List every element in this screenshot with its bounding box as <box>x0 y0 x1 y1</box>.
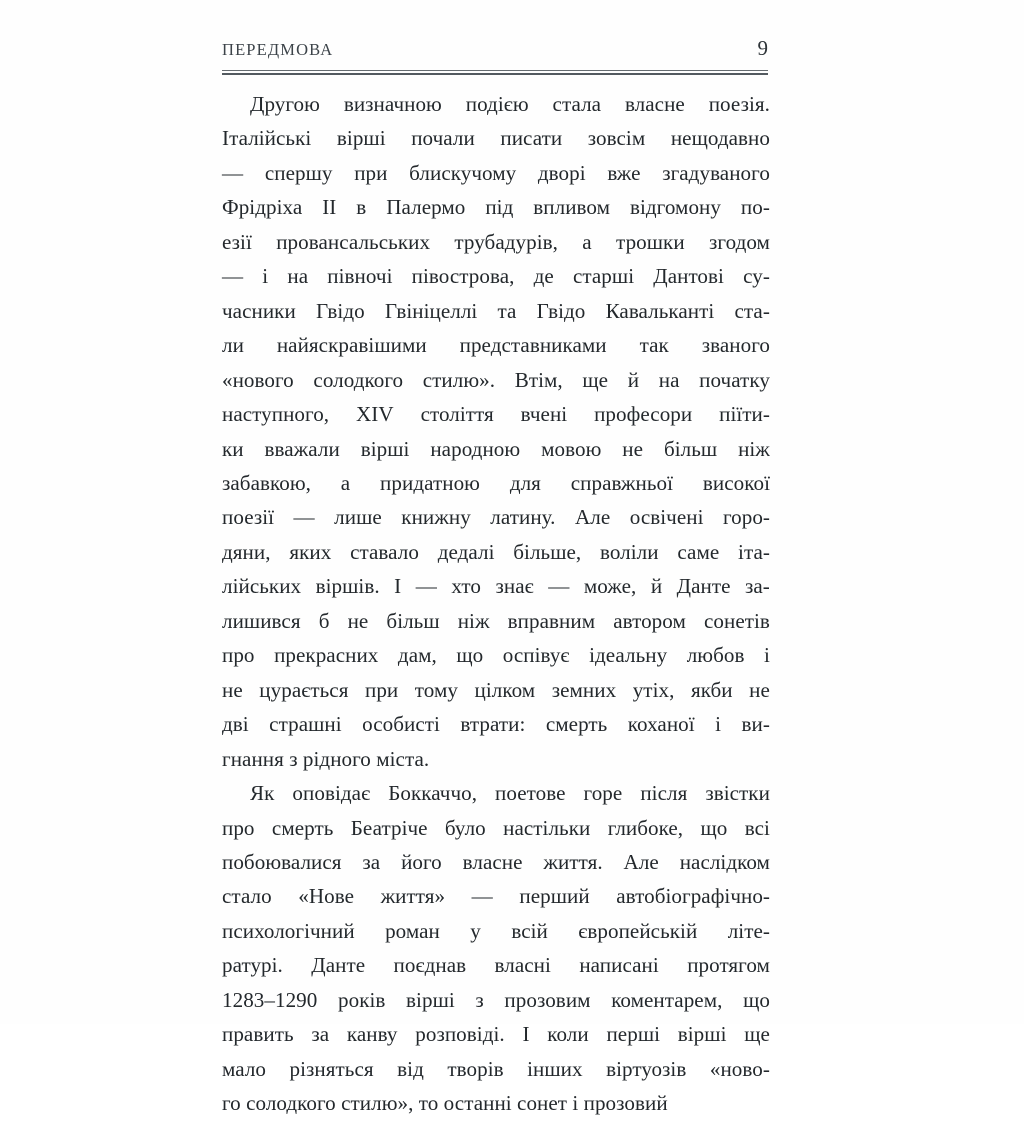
text-line: Фрідріха II в Палермо під впливом відгомону по- <box>222 195 770 220</box>
body-text-block <box>222 87 770 1121</box>
divider-line-upper <box>222 70 768 71</box>
text-line: дві страшні особисті втрати: смерть коханої і ви- <box>222 712 770 737</box>
text-line: ратурі. Данте поєднав власні написані протягом <box>222 953 770 978</box>
text-line: Як оповідає Боккаччо, поетове горе після звістки <box>250 781 770 806</box>
text-line: лійських віршів. І — хто знає — може, й Данте за- <box>222 574 770 599</box>
text-line: про смерть Беатріче було настільки глибоке, що всі <box>222 815 770 840</box>
text-line: го солодкого стилю», то останні сонет і прозовий <box>222 1091 668 1116</box>
text-line: ли найяскравішими представниками так званого <box>222 333 770 358</box>
text-line: Другою визначною подією стала власне поезія. <box>250 92 770 116</box>
text-line: про прекрасних дам, що оспівує ідеальну любов і <box>222 643 770 668</box>
text-line: езії провансальських трубадурів, а трошки згодом <box>222 229 770 254</box>
text-line: — і на півночі півострова, де старші Дантові су- <box>222 264 770 289</box>
text-line: дяни, яких ставало дедалі більше, воліли саме іта- <box>222 539 770 564</box>
text-line: Італійські вірші почали писати зовсім нещодавно <box>222 126 770 151</box>
text-line: не цурається при тому цілком земних утіх, якби не <box>222 677 770 702</box>
paragraph <box>222 87 770 776</box>
text-line: поезії — лише книжну латину. Але освічені горо- <box>222 505 770 530</box>
text-line: ки вважали вірші народною мовою не більш ніж <box>222 436 770 461</box>
text-line: стало «Нове життя» — перший автобіографічно- <box>222 884 770 909</box>
text-line: 1283–1290 років вірші з прозовим коментарем, що <box>222 987 770 1012</box>
text-line: мало різняться від творів інших віртуозів «ново- <box>222 1056 770 1081</box>
text-line: забавкою, а придатною для справжньої високої <box>222 470 770 495</box>
text-line: часники Гвідо Гвініцеллі та Гвідо Кавальканті ста- <box>222 298 770 323</box>
running-head <box>222 38 768 64</box>
text-line: гнання з рідного міста. <box>222 746 430 771</box>
paragraph <box>222 776 770 1121</box>
text-line: психологічний роман у всій європейській літе- <box>222 918 770 943</box>
header-divider-rule <box>222 70 768 75</box>
running-head-title: ПЕРЕДМОВА <box>222 40 334 59</box>
text-line: лишився б не більш ніж вправним автором сонетів <box>222 608 770 633</box>
text-line: наступного, XIV століття вчені професори піїти- <box>222 402 770 427</box>
page-number: 9 <box>757 36 768 60</box>
text-line: «нового солодкого стилю». Втім, ще й на початку <box>222 367 770 392</box>
divider-line-lower <box>222 73 768 75</box>
text-line: — спершу при блискучому дворі вже згадуваного <box>222 160 770 185</box>
text-line: править за канву розповіді. І коли перші вірші ще <box>222 1022 770 1047</box>
text-line: побоювалися за його власне життя. Але наслідком <box>222 849 770 874</box>
